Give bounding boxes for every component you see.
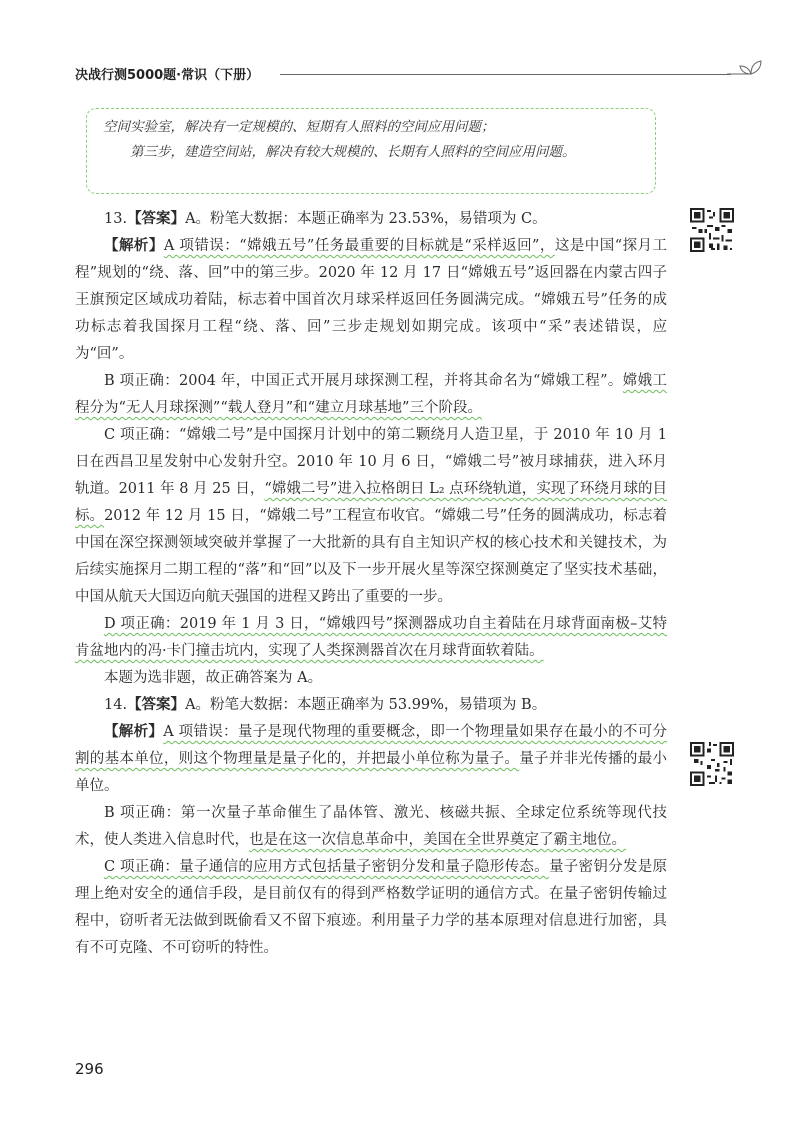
- q14-answer-text: A。粉笔大数据：本题正确率为 53.99%，易错项为 B。: [185, 697, 547, 713]
- q13-answer: [75, 206, 667, 233]
- header-rule: [280, 74, 731, 75]
- q13-analysis-label: 【解析】: [104, 238, 164, 254]
- q13-analysis-c: [75, 422, 667, 611]
- q13-b-wavy: 嫦娥工程分为“无人月球探测”“载人登月”和“建立月球基地”三个阶段。: [75, 373, 667, 416]
- q14-analysis-label: 【解析】: [104, 724, 164, 740]
- q13-number: 13.: [104, 211, 128, 227]
- q13-c-wavy: “嫦娥二号”进入拉格朗日 L₂ 点环绕轨道，实现了环绕月球的目标。: [75, 481, 667, 524]
- q13-b-text: B 项正确：2004 年，中国正式开展月球探测工程，并将其命名为“嫦娥工程”。: [104, 373, 623, 389]
- page-number: 296: [75, 1060, 104, 1078]
- q13-conclusion: 本题为选非题，故正确答案为 A。: [104, 670, 323, 686]
- q14-c-wavy: C 项正确：量子通信的应用方式包括量子密钥分发和量子隐形传态。: [104, 859, 549, 875]
- q13-a-wavy: A 项错误：“嫦娥五号”任务最重要的目标就是“采样返回”，: [163, 238, 555, 254]
- q14-answer-label: 【答案】: [127, 697, 186, 713]
- q14-analysis-c: [75, 854, 667, 962]
- q13-a-rest: 这是中国“探月工程”规划的“绕、落、回”中的第三步。2020 年 12 月 17 日“嫦娥五号”返回器在内蒙古四子王旗预定区域成功着陆，标志着中国首次月球采样返回任务圆满完成。“嫦娥五号”任务的成功标志着我国探月工程“绕、落、回”三步走规划如期完成。该项中“采”表述错误，应为“回”。: [75, 238, 668, 362]
- sprout-icon: [725, 56, 765, 86]
- note-line-1: 空间实验室，解决有一定规模的、短期有人照料的空间应用问题；: [103, 119, 495, 135]
- q13-analysis-d: [75, 611, 667, 665]
- q14-analysis-a: [75, 719, 667, 800]
- q13-analysis-b: [75, 368, 667, 422]
- book-title: 决战行测5000题·常识（下册）: [75, 68, 260, 83]
- q14-c-text: 量子密钥分发是原理上绝对安全的通信手段，是目前仅有的得到严格数学证明的通信方式。在量子密钥传输过程中，窃听者无法做到既偷看又不留下痕迹。利用量子力学的基本原理对信息进行加密，具有不可克隆、不可窃听的特性。: [75, 859, 668, 956]
- note-box: [86, 108, 656, 194]
- note-line-2: 第三步，建造空间站，解决有较大规模的、长期有人照料的空间应用问题。: [130, 144, 576, 160]
- qr-code-icon[interactable]: [690, 208, 734, 252]
- q14-a-wavy: A 项错误：量子是现代物理的重要概念，即一个物理量如果存在最小的不可分割的基本单位，则这个物理量是量子化的，并把最小单位称为量子。: [75, 724, 667, 767]
- body-text: [75, 206, 667, 962]
- q14-analysis-b: [75, 800, 667, 854]
- qr-code-icon[interactable]: [690, 742, 734, 786]
- q14-answer: [75, 692, 667, 719]
- q14-b-text: B 项正确：第一次量子革命催生了晶体管、激光、核磁共振、全球定位系统等现代技术，使人类进入信息时代，: [75, 805, 667, 848]
- q14-number: 14.: [104, 697, 128, 713]
- q13-analysis-a: [75, 233, 667, 368]
- q13-answer-label: 【答案】: [127, 211, 186, 227]
- q13-answer-text: A。粉笔大数据：本题正确率为 23.53%，易错项为 C。: [185, 211, 547, 227]
- running-header: [75, 62, 765, 88]
- q13-c-text2: 2012 年 12 月 15 日，“嫦娥二号”工程宣布收官。“嫦娥二号”任务的圆满成功，标志着中国在深空探测领域突破并掌握了一大批新的具有自主知识产权的核心技术和关键技术，为后续实施探月二期工程的“落”和“回”以及下一步开展火星等深空探测奠定了坚实技术基础，中国从航天大国迈向航天强国的进程又跨出了重要的一步。: [75, 508, 668, 605]
- q14-b-wavy: 也是在这一次信息革命中，美国在全世界奠定了霸主地位。: [249, 832, 626, 848]
- q14-a-rest: 量子并非光传播的最小单位。: [75, 751, 668, 794]
- q13-d-wavy: D 项正确：2019 年 1 月 3 日，“嫦娥四号”探测器成功自主着陆在月球背面南极–艾特肯盆地内的冯·卡门撞击坑内，实现了人类探测器首次在月球背面软着陆。: [75, 616, 667, 659]
- q13-c-text1: C 项正确：“嫦娥二号”是中国探月计划中的第二颗绕月人造卫星，于 2010 年 10 月 1 日在西昌卫星发射中心发射升空。2010 年 10 月 6 日，“嫦娥二号”被月球捕获，进入环月轨道。2011 年 8 月 25 日，: [75, 427, 667, 497]
